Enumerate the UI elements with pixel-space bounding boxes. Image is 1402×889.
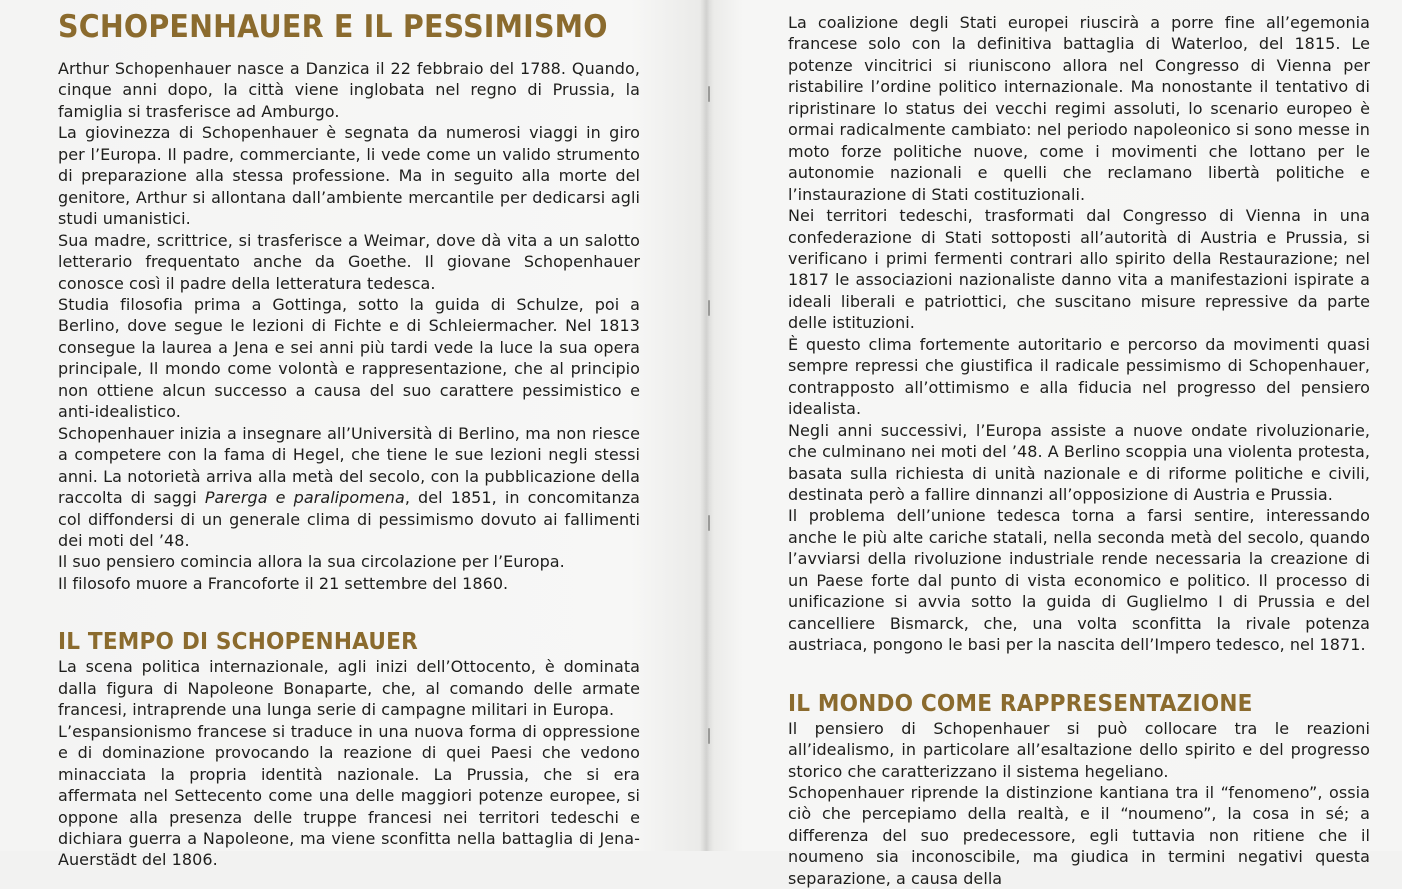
paragraph: La giovinezza di Schopenhauer è segnata da numerosi viaggi in giro per l’Europa. Il padre, commerciante, li vede come un valido strumento di preparazione alla stessa professione. Ma in seguito alla morte del genitore, Arthur si allontana dall’ambiente mercantile per dedicarsi agli studi umanistici. <box>58 123 640 229</box>
paragraph: Schopenhauer riprende la distinzione kantiana tra il “fenomeno”, ossia ciò che percepiamo della realtà, e il “noumeno”, la cosa in sé; a differenza del suo predecessore, egli tuttavia non ritiene che il noumeno sia inconoscibile, ma giudica in termini negativi questa separazione, a causa della <box>788 782 1370 888</box>
paragraph: Arthur Schopenhauer nasce a Danzica il 22 febbraio del 1788. Quando, cinque anni dopo, la città viene inglobata nel regno di Prussia, la famiglia si trasferisce ad Amburgo. <box>58 59 640 121</box>
right-page <box>788 0 1370 888</box>
paragraph: Negli anni successivi, l’Europa assiste a nuove ondate rivoluzionarie, che culminano nei moti del ’48. A Berlino scoppia una violenta protesta, basata sulla richiesta di unità nazionale e di riforme politiche e civili, destinata però a fallire dinnanzi all’opposizione di Austria e Prussia. <box>788 420 1370 504</box>
binding-stitch <box>708 86 710 102</box>
book-title-italic: Parerga e paralipomena <box>204 488 405 508</box>
paragraph-text: , del 1851, in concomitanza col diffondersi di un generale clima di pessimismo dovuto ai fallimenti dei moti del ’48. <box>58 488 640 550</box>
paragraph: La scena politica internazionale, agli inizi dell’Ottocento, è dominata dalla figura di Napoleone Bonaparte, che, al comando delle armate francesi, intraprende una lunga serie di campagne militari in Europa. <box>58 657 640 720</box>
binding-stitch <box>708 515 710 531</box>
paragraph: La coalizione degli Stati europei riuscirà a porre fine all’egemonia francese solo con la definitiva battaglia di Waterloo, del 1815. Le potenze vincitrici si riuniscono allora nel Congresso di Vienna per ristabilire l’ordine politico internazionale. Ma nonostante il tentativo di ripristinare lo status dei vecchi regimi assoluti, lo scenario europeo è ormai radicalmente cambiato: nel periodo napoleonico si sono messe in moto forze politiche nuove, come i movimenti che lottano per le autonomie nazionali e quelli che reclamano libertà politiche e l’instaurazione di Stati costituzionali. <box>788 13 1370 204</box>
paragraph: L’espansionismo francese si traduce in una nuova forma di oppressione e di dominazione provocando la reazione di quei Paesi che vedono minacciata la propria identità nazionale. La Prussia, che si era affermata nel Settecento come una delle maggiori potenze europee, si oppone alla presenza delle truppe francesi nei territori tedeschi e dichiara guerra a Napoleone, ma viene sconfitta nella battaglia di Jena-Auerstädt del 1806. <box>58 721 640 870</box>
section-heading: IL MONDO COME RAPPRESENTAZIONE <box>788 690 1253 717</box>
paragraph: Il filosofo muore a Francoforte il 21 settembre del 1860. <box>58 573 509 593</box>
paragraph: È questo clima fortemente autoritario e percorso da movimenti quasi sempre repressi che giustifica il radicale pessimismo di Schopenhauer, contrapposto all’ottimismo e alla fiducia nel progresso del pensiero idealista. <box>788 334 1370 419</box>
paragraph: Il problema dell’unione tedesca torna a farsi sentire, interessando anche le più alte cariche statali, nella seconda metà del secolo, quando l’avviarsi della rivoluzione industriale rende necessaria la creazione di un Paese forte dal punto di vista economico e politico. Il processo di unificazione si avvia sotto la guida di Guglielmo I di Prussia e del cancelliere Bismarck, che, una volta sconfitta la rivale potenza austriaca, pongono le basi per la nascita dell’Impero tedesco, nel 1871. <box>788 506 1370 655</box>
binding-stitch <box>708 728 710 744</box>
paragraph: Il suo pensiero comincia allora la sua circolazione per l’Europa. <box>58 552 565 572</box>
paragraph: Nei territori tedeschi, trasformati dal Congresso di Vienna in una confederazione di Stati sottoposti all’autorità di Austria e Prussia, si verificano i primi fermenti contrari allo spirito della Restaurazione; nel 1817 le associazioni nazionaliste danno vita a manifestazioni ispirate a ideali liberali e patriottici, che suscitano misure repressive da parte delle istituzioni. <box>788 206 1370 333</box>
section-heading: IL TEMPO DI SCHOPENHAUER <box>58 629 418 656</box>
binding-stitch <box>708 300 710 316</box>
paragraph: Sua madre, scrittrice, si trasferisce a Weimar, dove dà vita a un salotto letterario frequentato anche da Goethe. Il giovane Schopenhauer conosce così il padre della letteratura tedesca. <box>58 230 640 293</box>
paragraph-text: Schopenhauer inizia a insegnare all’Università di Berlino, ma non riesce a competere con la fama di Hegel, che tiene le sue lezioni negli stessi anni. La notorietà arriva alla metà del secolo, con la pubblicazione della raccolta di saggi <box>58 423 640 508</box>
paragraph-with-book-title <box>58 423 640 552</box>
page-title: SCHOPENHAUER E IL PESSIMISMO <box>58 9 608 45</box>
paragraph: Il pensiero di Schopenhauer si può collocare tra le reazioni all’idealismo, in particolare all’esaltazione dello spirito e del progresso storico che caratterizzano il sistema hegeliano. <box>788 718 1370 781</box>
paragraph: Studia filosofia prima a Gottinga, sotto la guida di Schulze, poi a Berlino, dove segue le lezioni di Fichte e di Schleiermacher. Nel 1813 consegue la laurea a Jena e sei anni più tardi vede la luce la sua opera principale, Il mondo come volontà e rappresentazione, che al principio non ottiene alcun successo a causa del suo carattere pessimistico e anti-idealistico. <box>58 294 640 422</box>
left-page <box>58 0 640 870</box>
book-gutter <box>700 0 714 851</box>
